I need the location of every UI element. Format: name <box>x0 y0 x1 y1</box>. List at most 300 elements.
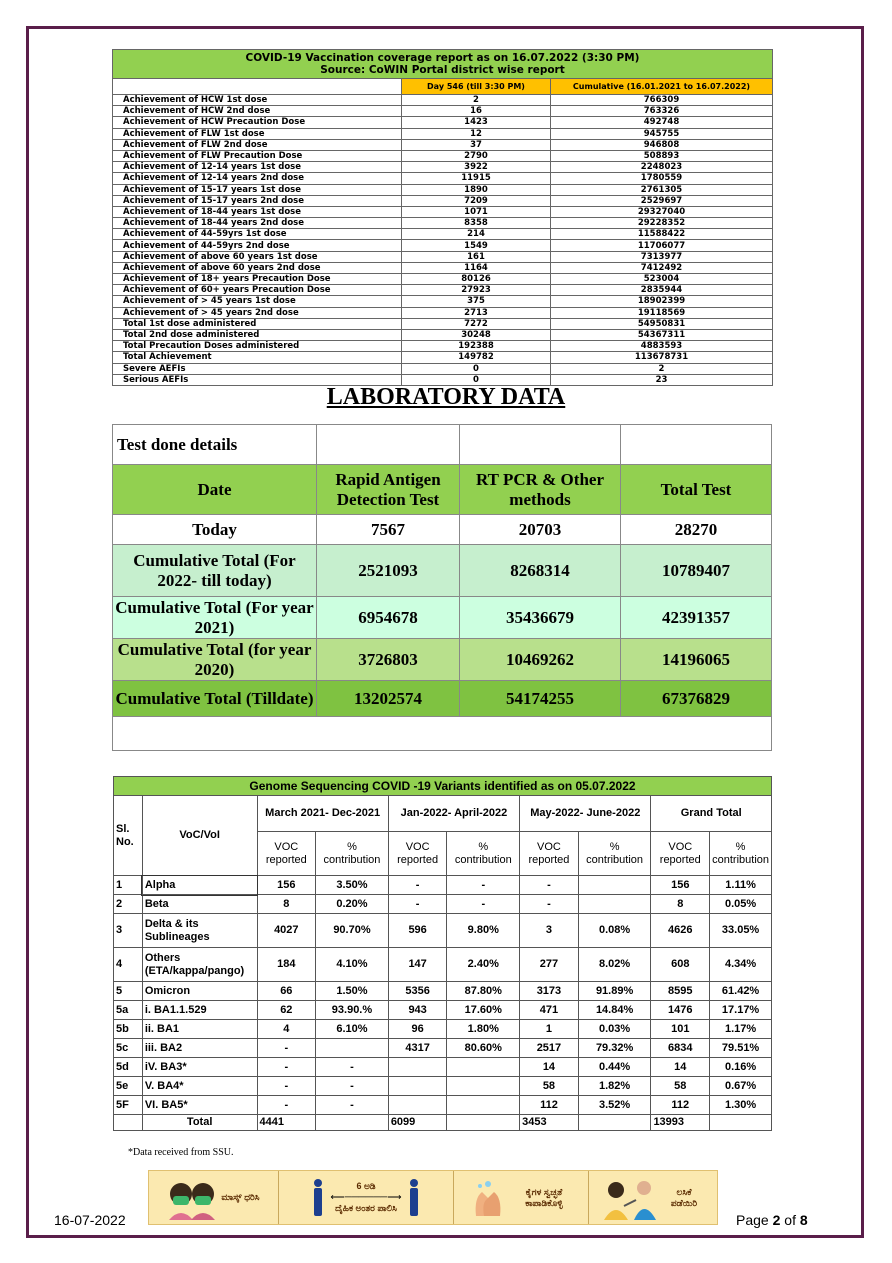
voc-total: 101 <box>651 1020 710 1039</box>
vaccination-row <box>113 285 773 296</box>
voc-2021: - <box>257 1077 316 1096</box>
vaccination-day-value: 161 <box>402 251 551 262</box>
voc-2021: 4027 <box>257 914 316 948</box>
vaccination-metric: Achievement of 44-59yrs 2nd dose <box>113 240 402 251</box>
voc-total: 58 <box>651 1077 710 1096</box>
voc-total: 6834 <box>651 1039 710 1058</box>
sub-pct: % contribution <box>578 832 651 876</box>
vaccination-row <box>113 173 773 184</box>
period-header: March 2021- Dec-2021 <box>257 796 388 832</box>
variant-name: ii. BA1 <box>142 1020 257 1039</box>
vaccination-row <box>113 363 773 374</box>
vaccination-cumulative-value: 763326 <box>551 106 773 117</box>
vaccination-row <box>113 352 773 363</box>
variant-row <box>114 948 772 982</box>
sl-header: Sl. No. <box>114 796 143 876</box>
awareness-banner <box>148 1170 718 1225</box>
sub-voc: VOC reported <box>388 832 447 876</box>
sl-no: 5a <box>114 1001 143 1020</box>
sl-no: 2 <box>114 895 143 914</box>
total-value <box>710 1115 772 1131</box>
lab-table <box>112 424 772 751</box>
voc-total: 608 <box>651 948 710 982</box>
vaccination-cumulative-value: 54950831 <box>551 318 773 329</box>
variant-row <box>114 914 772 948</box>
total-value: 13993 <box>651 1115 710 1131</box>
lab-title: LABORATORY DATA <box>326 384 566 410</box>
variant-name: VI. BA5* <box>142 1096 257 1115</box>
variant-name: Others (ETA/kappa/pango) <box>142 948 257 982</box>
voc-may-jun: 3173 <box>520 982 579 1001</box>
voc-2021: 156 <box>257 876 316 895</box>
vaccination-cumulative-value: 1780559 <box>551 173 773 184</box>
lab-row <box>113 681 772 717</box>
pct-jan-apr <box>447 1058 520 1077</box>
vaccination-cumulative-value: 2835944 <box>551 285 773 296</box>
variant-name: Alpha <box>142 876 257 895</box>
sl-no: 5F <box>114 1096 143 1115</box>
lab-row <box>113 515 772 545</box>
vaccination-row <box>113 128 773 139</box>
sl-no: 5d <box>114 1058 143 1077</box>
variant-row <box>114 1039 772 1058</box>
vaccination-row <box>113 307 773 318</box>
pct-total: 1.17% <box>710 1020 772 1039</box>
vaccination-day-value: 0 <box>402 374 551 385</box>
pct-may-jun: 0.44% <box>578 1058 651 1077</box>
vaccination-metric: Achievement of HCW 1st dose <box>113 95 402 106</box>
sub-pct: % contribution <box>447 832 520 876</box>
voc-total: 14 <box>651 1058 710 1077</box>
vaccination-metric: Total 2nd dose administered <box>113 329 402 340</box>
pct-may-jun: 79.32% <box>578 1039 651 1058</box>
voc-total: 8595 <box>651 982 710 1001</box>
voc-2021: 66 <box>257 982 316 1001</box>
person-icon <box>408 1178 420 1218</box>
vaccine-section <box>589 1171 717 1224</box>
lab-total-cell: 14196065 <box>621 639 772 681</box>
sub-voc: VOC reported <box>651 832 710 876</box>
pct-jan-apr: 87.80% <box>447 982 520 1001</box>
vaccination-day-value: 1549 <box>402 240 551 251</box>
vaccination-row <box>113 251 773 262</box>
lab-row <box>113 545 772 597</box>
vaccination-day-value: 11915 <box>402 173 551 184</box>
vaccination-cumulative-value: 7412492 <box>551 262 773 273</box>
pct-2021: 0.20% <box>316 895 389 914</box>
vaccination-cumulative-value: 2248023 <box>551 162 773 173</box>
vaccination-day-value: 2790 <box>402 150 551 161</box>
vaccination-row <box>113 106 773 117</box>
lab-header-date: Date <box>113 465 317 515</box>
lab-rapid-cell: 2521093 <box>317 545 460 597</box>
period-header: Jan-2022- April-2022 <box>388 796 519 832</box>
vaccination-title: COVID-19 Vaccination coverage report as on 16.07.2022 (3:30 PM) <box>245 52 640 64</box>
pct-2021: 3.50% <box>316 876 389 895</box>
vaccination-metric: Achievement of 12-14 years 1st dose <box>113 162 402 173</box>
vaccination-day-value: 27923 <box>402 285 551 296</box>
vaccination-metric: Achievement of 18-44 years 1st dose <box>113 206 402 217</box>
genome-table <box>113 776 772 1131</box>
variant-name: Beta <box>142 895 257 914</box>
vaccination-metric: Total Precaution Doses administered <box>113 341 402 352</box>
lab-section-label: Test done details <box>113 425 317 465</box>
person-icon <box>312 1178 324 1218</box>
lab-header-total: Total Test <box>621 465 772 515</box>
vaccination-metric: Achievement of > 45 years 1st dose <box>113 296 402 307</box>
pct-total: 17.17% <box>710 1001 772 1020</box>
variant-name: i. BA1.1.529 <box>142 1001 257 1020</box>
vaccination-day-value: 149782 <box>402 352 551 363</box>
pct-may-jun: 1.82% <box>578 1077 651 1096</box>
vaccination-cumulative-value: 4883593 <box>551 341 773 352</box>
voc-total: 112 <box>651 1096 710 1115</box>
vaccination-metric: Achievement of HCW Precaution Dose <box>113 117 402 128</box>
pct-may-jun: 3.52% <box>578 1096 651 1115</box>
lab-rapid-cell: 3726803 <box>317 639 460 681</box>
vaccination-row <box>113 318 773 329</box>
lab-rapid-cell: 6954678 <box>317 597 460 639</box>
pct-jan-apr: 1.80% <box>447 1020 520 1039</box>
voc-jan-apr <box>388 1096 447 1115</box>
vaccination-cumulative-value: 18902399 <box>551 296 773 307</box>
pct-2021: - <box>316 1077 389 1096</box>
variant-row <box>114 1077 772 1096</box>
pct-jan-apr: - <box>447 876 520 895</box>
genome-title: Genome Sequencing COVID -19 Variants identified as on 05.07.2022 <box>114 777 772 796</box>
pct-total: 4.34% <box>710 948 772 982</box>
vaccination-metric: Achievement of FLW 1st dose <box>113 128 402 139</box>
vaccination-cumulative-value: 946808 <box>551 139 773 150</box>
vaccination-cumulative-value: 2761305 <box>551 184 773 195</box>
handwash-icon <box>468 1178 508 1218</box>
vaccination-day-value: 30248 <box>402 329 551 340</box>
voc-may-jun: 3 <box>520 914 579 948</box>
sl-no: 5c <box>114 1039 143 1058</box>
pct-2021: 4.10% <box>316 948 389 982</box>
col-day-header: Day 546 (till 3:30 PM) <box>402 79 551 95</box>
vaccination-row <box>113 184 773 195</box>
vaccination-day-value: 7272 <box>402 318 551 329</box>
vaccination-metric: Severe AEFIs <box>113 363 402 374</box>
voc-may-jun: - <box>520 876 579 895</box>
lab-date-cell: Cumulative Total (Tilldate) <box>113 681 317 717</box>
vaccination-cumulative-value: 23 <box>551 374 773 385</box>
distance-section <box>279 1171 454 1224</box>
vaccination-row <box>113 117 773 128</box>
variant-name: Delta & its Sublineages <box>142 914 257 948</box>
vaccination-row <box>113 274 773 285</box>
vaccination-metric: Achievement of 15-17 years 1st dose <box>113 184 402 195</box>
voc-total: 4626 <box>651 914 710 948</box>
vaccination-metric: Achievement of > 45 years 2nd dose <box>113 307 402 318</box>
vaccination-day-value: 1071 <box>402 206 551 217</box>
pct-may-jun <box>578 895 651 914</box>
voc-2021: 184 <box>257 948 316 982</box>
vaccination-metric: Achievement of FLW Precaution Dose <box>113 150 402 161</box>
handwash-text: ಕೈಗಳ ಸ್ವಚ್ಛತೆ ಕಾಪಾಡಿಕೊಳ್ಳಿ <box>525 1186 563 1208</box>
voc-2021: 8 <box>257 895 316 914</box>
vaccination-cumulative-value: 945755 <box>551 128 773 139</box>
voc-may-jun: - <box>520 895 579 914</box>
pct-jan-apr <box>447 1077 520 1096</box>
vaccination-icon <box>602 1176 658 1220</box>
sub-voc: VOC reported <box>520 832 579 876</box>
lab-rapid-cell: 13202574 <box>317 681 460 717</box>
voc-may-jun: 14 <box>520 1058 579 1077</box>
vaccination-metric: Achievement of 18-44 years 2nd dose <box>113 218 402 229</box>
vaccination-metric: Serious AEFIs <box>113 374 402 385</box>
vaccination-day-value: 3922 <box>402 162 551 173</box>
vaccination-row <box>113 341 773 352</box>
sub-voc: VOC reported <box>257 832 316 876</box>
variant-row <box>114 1096 772 1115</box>
pct-may-jun: 14.84% <box>578 1001 651 1020</box>
col-cumulative-header: Cumulative (16.01.2021 to 16.07.2022) <box>551 79 773 95</box>
sl-no: 1 <box>114 876 143 895</box>
variant-row <box>114 1020 772 1039</box>
pct-total: 61.42% <box>710 982 772 1001</box>
voc-jan-apr: 147 <box>388 948 447 982</box>
vaccination-row <box>113 95 773 106</box>
vaccination-metric: Achievement of FLW 2nd dose <box>113 139 402 150</box>
variant-row <box>114 1001 772 1020</box>
voc-total: 156 <box>651 876 710 895</box>
sl-no: 5 <box>114 982 143 1001</box>
voc-jan-apr <box>388 1077 447 1096</box>
vaccination-row <box>113 229 773 240</box>
voc-2021: 62 <box>257 1001 316 1020</box>
pct-total: 1.11% <box>710 876 772 895</box>
footer-page: Page 2 of 8 <box>736 1212 808 1228</box>
pct-may-jun: 8.02% <box>578 948 651 982</box>
voc-2021: 4 <box>257 1020 316 1039</box>
vaccination-cumulative-value: 7313977 <box>551 251 773 262</box>
vaccination-cumulative-value: 508893 <box>551 150 773 161</box>
voc-2021: - <box>257 1096 316 1115</box>
lab-row <box>113 639 772 681</box>
vaccination-metric: Achievement of 18+ years Precaution Dose <box>113 274 402 285</box>
handwash-section <box>454 1171 589 1224</box>
lab-rtpcr-cell: 54174255 <box>460 681 621 717</box>
mask-text: ಮಾಸ್ಕ್ ಧರಿಸಿ <box>221 1192 260 1202</box>
pct-may-jun <box>578 876 651 895</box>
vaccination-day-value: 214 <box>402 229 551 240</box>
lab-row <box>113 597 772 639</box>
vaccination-day-value: 7209 <box>402 195 551 206</box>
pct-2021: - <box>316 1096 389 1115</box>
lab-date-cell: Cumulative Total (For 2022- till today) <box>113 545 317 597</box>
vaccination-row <box>113 262 773 273</box>
vaccination-cumulative-value: 523004 <box>551 274 773 285</box>
vaccination-metric: Achievement of 15-17 years 2nd dose <box>113 195 402 206</box>
pct-jan-apr: 2.40% <box>447 948 520 982</box>
vaccination-row <box>113 150 773 161</box>
arrow-icon: ⟵──────⟶ <box>330 1192 402 1203</box>
vaccination-metric: Total 1st dose administered <box>113 318 402 329</box>
pct-jan-apr: 9.80% <box>447 914 520 948</box>
vaccination-cumulative-value: 54367311 <box>551 329 773 340</box>
voc-jan-apr: 943 <box>388 1001 447 1020</box>
variant-row <box>114 982 772 1001</box>
vaccination-metric: Achievement of above 60 years 1st dose <box>113 251 402 262</box>
vaccination-day-value: 375 <box>402 296 551 307</box>
voc-may-jun: 58 <box>520 1077 579 1096</box>
vaccination-metric: Total Achievement <box>113 352 402 363</box>
distance-value: 6 ಅಡಿ <box>356 1181 376 1191</box>
page-number: 2 <box>772 1212 781 1228</box>
pct-2021: 6.10% <box>316 1020 389 1039</box>
total-value: 6099 <box>388 1115 447 1131</box>
vaccination-metric: Achievement of above 60 years 2nd dose <box>113 262 402 273</box>
vaccination-table <box>112 49 773 386</box>
voc-jan-apr <box>388 1058 447 1077</box>
lab-rapid-cell: 7567 <box>317 515 460 545</box>
total-value <box>316 1115 389 1131</box>
pct-2021 <box>316 1039 389 1058</box>
voc-may-jun: 277 <box>520 948 579 982</box>
variant-name: Omicron <box>142 982 257 1001</box>
lab-rtpcr-cell: 20703 <box>460 515 621 545</box>
vaccination-cumulative-value: 11588422 <box>551 229 773 240</box>
lab-total-cell: 10789407 <box>621 545 772 597</box>
total-value: 3453 <box>520 1115 579 1131</box>
mask-people-icon <box>167 1176 215 1220</box>
vaccination-day-value: 8358 <box>402 218 551 229</box>
voc-jan-apr: 5356 <box>388 982 447 1001</box>
distance-text: ದೈಹಿಕ ಅಂತರ ಪಾಲಿಸಿ <box>335 1203 397 1213</box>
voc-may-jun: 2517 <box>520 1039 579 1058</box>
vaccination-metric: Achievement of 12-14 years 2nd dose <box>113 173 402 184</box>
vaccination-metric: Achievement of 44-59yrs 1st dose <box>113 229 402 240</box>
pct-jan-apr: - <box>447 895 520 914</box>
vaccination-cumulative-value: 113678731 <box>551 352 773 363</box>
voc-may-jun: 112 <box>520 1096 579 1115</box>
total-value <box>578 1115 651 1131</box>
sl-no: 5e <box>114 1077 143 1096</box>
voc-jan-apr: - <box>388 876 447 895</box>
vaccination-row <box>113 162 773 173</box>
pct-2021: 1.50% <box>316 982 389 1001</box>
vaccination-cumulative-value: 2 <box>551 363 773 374</box>
lab-date-cell: Today <box>113 515 317 545</box>
lab-rtpcr-cell: 10469262 <box>460 639 621 681</box>
vaccination-source: Source: CoWIN Portal district wise report <box>320 64 565 76</box>
vaccination-cumulative-value: 11706077 <box>551 240 773 251</box>
variant-name: V. BA4* <box>142 1077 257 1096</box>
vaccination-row <box>113 329 773 340</box>
vaccination-day-value: 16 <box>402 106 551 117</box>
vaccination-day-value: 1423 <box>402 117 551 128</box>
pct-jan-apr <box>447 1096 520 1115</box>
voc-total: 1476 <box>651 1001 710 1020</box>
vaccination-cumulative-value: 492748 <box>551 117 773 128</box>
vaccination-row <box>113 195 773 206</box>
vaccination-cumulative-value: 19118569 <box>551 307 773 318</box>
pct-2021: 90.70% <box>316 914 389 948</box>
vaccination-day-value: 192388 <box>402 341 551 352</box>
pct-2021: 93.90.% <box>316 1001 389 1020</box>
vaccination-metric: Achievement of HCW 2nd dose <box>113 106 402 117</box>
voc-2021: - <box>257 1058 316 1077</box>
vaccination-row <box>113 296 773 307</box>
vaccination-metric: Achievement of 60+ years Precaution Dose <box>113 285 402 296</box>
pct-2021: - <box>316 1058 389 1077</box>
voc-jan-apr: 4317 <box>388 1039 447 1058</box>
total-row <box>114 1115 772 1131</box>
voc-jan-apr: 96 <box>388 1020 447 1039</box>
vaccination-day-value: 80126 <box>402 274 551 285</box>
lab-date-cell: Cumulative Total (For year 2021) <box>113 597 317 639</box>
pct-total: 0.67% <box>710 1077 772 1096</box>
voc-2021: - <box>257 1039 316 1058</box>
pct-total: 0.05% <box>710 895 772 914</box>
pct-total: 33.05% <box>710 914 772 948</box>
voc-jan-apr: - <box>388 895 447 914</box>
vaccination-cumulative-value: 2529697 <box>551 195 773 206</box>
pct-total: 1.30% <box>710 1096 772 1115</box>
lab-total-cell: 28270 <box>621 515 772 545</box>
lab-date-cell: Cumulative Total (for year 2020) <box>113 639 317 681</box>
pct-total: 79.51% <box>710 1039 772 1058</box>
pct-total: 0.16% <box>710 1058 772 1077</box>
pct-jan-apr: 17.60% <box>447 1001 520 1020</box>
total-value <box>447 1115 520 1131</box>
pct-may-jun: 91.89% <box>578 982 651 1001</box>
vaccination-day-value: 1164 <box>402 262 551 273</box>
voc-may-jun: 1 <box>520 1020 579 1039</box>
total-value: 4441 <box>257 1115 316 1131</box>
variant-row <box>114 876 772 895</box>
lab-total-cell: 42391357 <box>621 597 772 639</box>
vaccination-cumulative-value: 766309 <box>551 95 773 106</box>
lab-header-rtpcr: RT PCR & Other methods <box>460 465 621 515</box>
pct-may-jun: 0.03% <box>578 1020 651 1039</box>
footer-date: 16-07-2022 <box>54 1212 126 1228</box>
pct-may-jun: 0.08% <box>578 914 651 948</box>
variant-name: iii. BA2 <box>142 1039 257 1058</box>
pct-jan-apr: 80.60% <box>447 1039 520 1058</box>
sl-no: 5b <box>114 1020 143 1039</box>
vaccine-text: ಲಸಿಕೆ ಪಡೆಯಿರಿ <box>670 1186 698 1208</box>
voc-total: 8 <box>651 895 710 914</box>
variant-row <box>114 1058 772 1077</box>
mask-section <box>149 1171 279 1224</box>
vaccination-day-value: 1890 <box>402 184 551 195</box>
data-note: *Data received from SSU. <box>128 1147 234 1158</box>
vaccination-cumulative-value: 29228352 <box>551 218 773 229</box>
period-header: May-2022- June-2022 <box>520 796 651 832</box>
voc-may-jun: 471 <box>520 1001 579 1020</box>
vaccination-day-value: 37 <box>402 139 551 150</box>
vaccination-day-value: 2713 <box>402 307 551 318</box>
voc-jan-apr: 596 <box>388 914 447 948</box>
vaccination-cumulative-value: 29327040 <box>551 206 773 217</box>
page-total: 8 <box>799 1212 808 1228</box>
lab-blank-row <box>113 717 772 751</box>
sl-no: 4 <box>114 948 143 982</box>
lab-header-rapid: Rapid Antigen Detection Test <box>317 465 460 515</box>
sub-pct: % contribution <box>710 832 772 876</box>
lab-rtpcr-cell: 8268314 <box>460 545 621 597</box>
variant-name: iV. BA3* <box>142 1058 257 1077</box>
variant-row <box>114 895 772 914</box>
sub-pct: % contribution <box>316 832 389 876</box>
lab-rtpcr-cell: 35436679 <box>460 597 621 639</box>
vaccination-row <box>113 218 773 229</box>
vaccination-row <box>113 240 773 251</box>
vaccination-day-value: 2 <box>402 95 551 106</box>
